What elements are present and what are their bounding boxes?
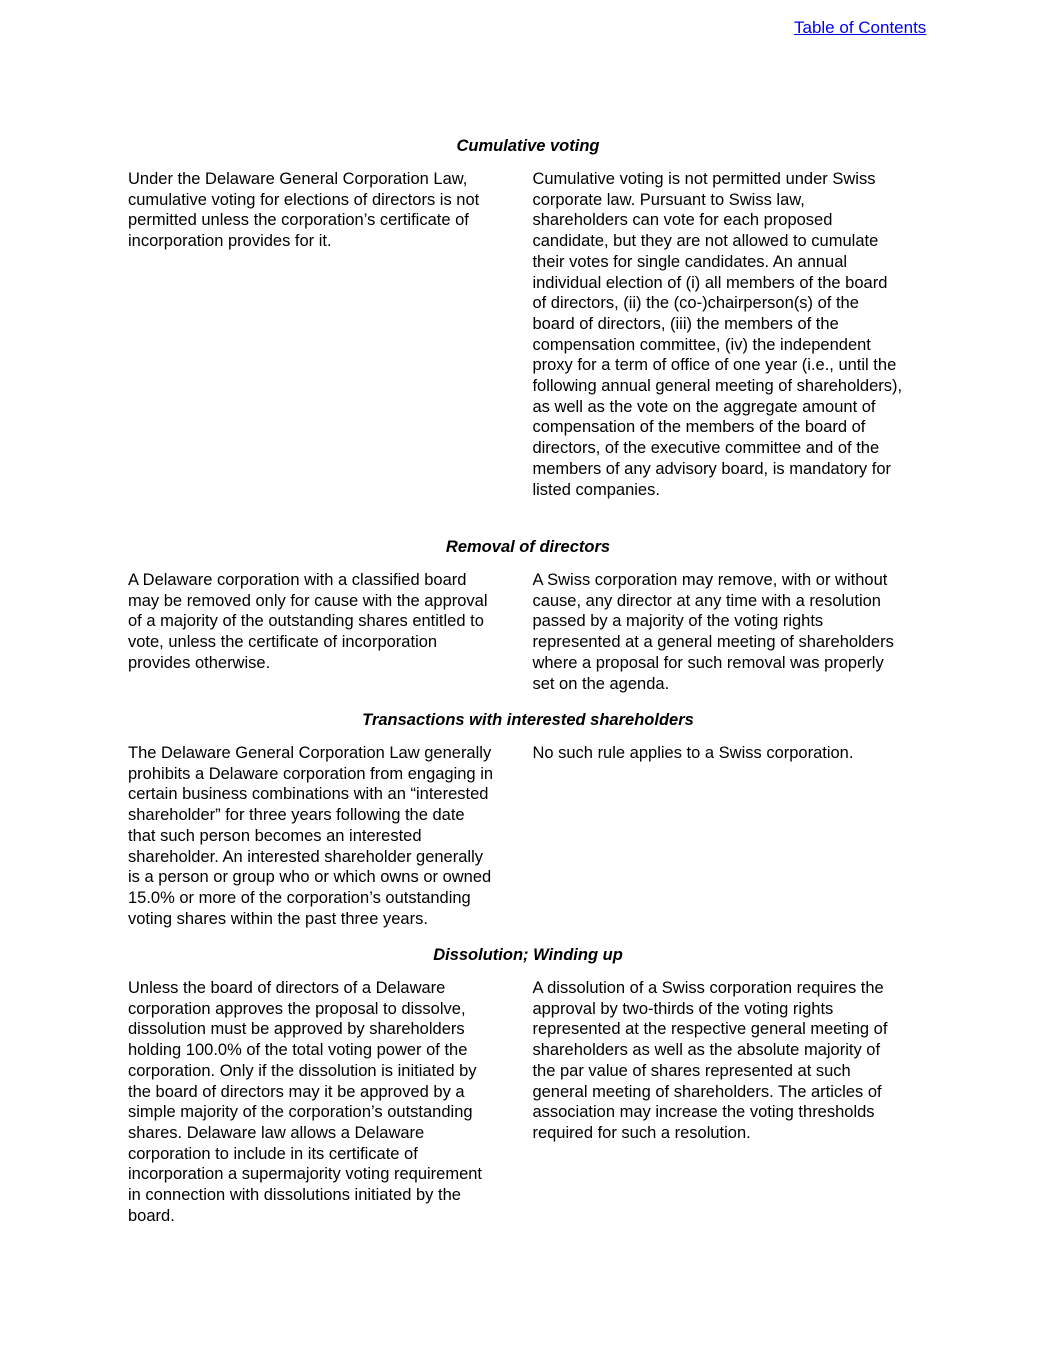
section-heading: Cumulative voting <box>456 137 600 155</box>
section-removal-of-directors <box>128 537 928 694</box>
delaware-text: A Delaware corporation with a classified board may be removed only for cause with the approval of a majority of the outstanding shares entitled to vote, unless the certificate of incorporation provides otherwise. <box>128 571 488 672</box>
delaware-text: Under the Delaware General Corporation Law, cumulative voting for elections of directors is not permitted unless the corporation’s certificate of incorporation provides for it. <box>128 170 480 251</box>
section-cumulative-voting <box>128 136 928 500</box>
section-interested-shareholders <box>128 710 928 929</box>
section-heading: Transactions with interested shareholders <box>362 711 694 729</box>
table-of-contents-link[interactable]: Table of Contents <box>794 18 927 37</box>
section-heading: Dissolution; Winding up <box>433 946 623 964</box>
delaware-text: Unless the board of directors of a Delaware corporation approves the proposal to dissolve, dissolution must be approved by shareholders holding 100.0% of the total voting power of the corporation. Only if the dissolution is initiated by the board of directors may it be approved by a simple majority of the corporation’s outstanding shares. Delaware law allows a Delaware corporation to include in its certificate of incorporation a supermajority voting requirement in connection with dissolutions initiated by the board. <box>128 979 483 1225</box>
swiss-text: No such rule applies to a Swiss corporation. <box>532 744 854 762</box>
swiss-text: A Swiss corporation may remove, with or without cause, any director at any time with a resolution passed by a majority of the voting rights represented at a general meeting of shareholders where a proposal for such removal was properly set on the agenda. <box>532 571 894 693</box>
delaware-text: The Delaware General Corporation Law generally prohibits a Delaware corporation from engaging in certain business combinations with an “interested shareholder” for three years following the date that such person becomes an interested shareholder. An interested shareholder generally is a person or group who or which owns or owned 15.0% or more of the corporation’s outstanding voting shares within the past three years. <box>128 744 494 928</box>
section-dissolution <box>128 945 928 1226</box>
section-heading: Removal of directors <box>445 538 611 556</box>
swiss-text: Cumulative voting is not permitted under Swiss corporate law. Pursuant to Swiss law, shareholders can vote for each proposed candidate, but they are not allowed to cumulate their votes for single candidates. An annual individual election of (i) all members of the board of directors, (ii) the (co-)chairperson(s) of the board of directors, (iii) the members of the compensation committee, (iv) the independent proxy for a term of office of one year (i.e., until the following annual general meeting of shareholders), as well as the vote on the aggregate amount of compensation of the members of the board of directors, of the executive committee and of the members of any advisory board, is mandatory for listed companies. <box>532 170 903 499</box>
swiss-text: A dissolution of a Swiss corporation requires the approval by two-thirds of the voting rights represented at the respective general meeting of shareholders as well as the absolute majority of the par value of shares represented at such general meeting of shareholders. The articles of association may increase the voting thresholds required for such a resolution. <box>532 979 888 1142</box>
